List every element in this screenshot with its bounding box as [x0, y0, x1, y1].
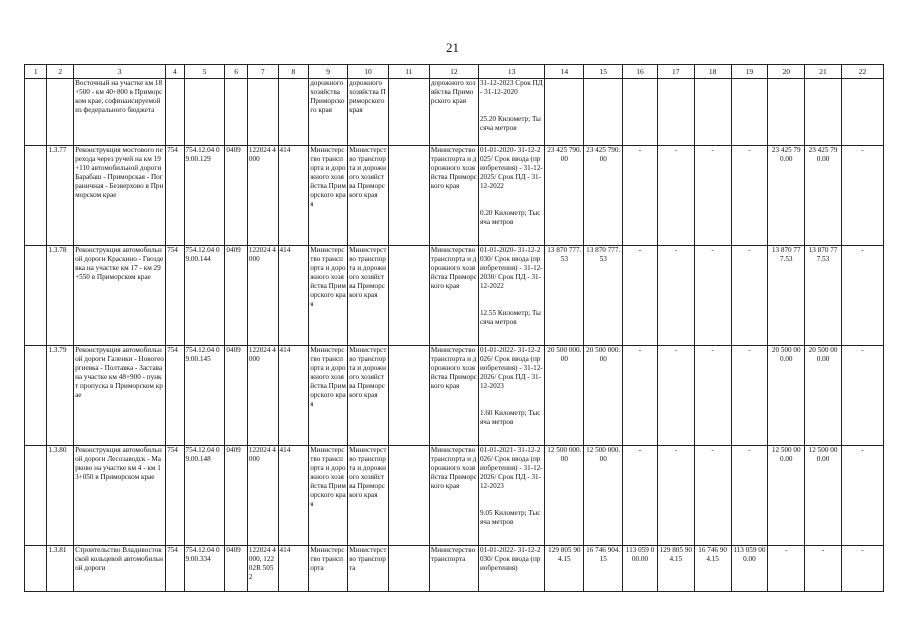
cell-expense-type: 414 [278, 246, 309, 346]
table-row [25, 346, 884, 446]
cell-customer: Министерство транспорта и дорожного хозяйства Приморского края [309, 246, 348, 346]
column-number: 8 [278, 65, 309, 79]
cell-amount-c18: - [694, 346, 731, 446]
cell-amount-c20: 13 870 777.53 [768, 246, 805, 346]
cell-amount-c20: - [768, 546, 805, 592]
cell-col1 [25, 246, 47, 346]
capacity-text: 25.20 Километр; Тысяча метров [479, 115, 541, 132]
capacity-text: 9.05 Километр; Тысяча метров [479, 509, 541, 526]
column-number: 2 [47, 65, 74, 79]
cell-amount-c19: - [731, 146, 768, 246]
cell-target-article: 122024 4000 [247, 446, 278, 546]
cell-amount-c14: 23 425 790.00 [545, 146, 584, 246]
cell-amount-c19: - [731, 346, 768, 446]
cell-amount-c15: 13 870 777.53 [584, 246, 623, 346]
cell-amount-c16: - [623, 146, 658, 246]
column-number: 14 [545, 65, 584, 79]
cell-target-article: 122024 4000 [247, 246, 278, 346]
cell-col11 [388, 446, 429, 546]
column-number: 18 [694, 65, 731, 79]
cell-col11 [388, 79, 429, 146]
cell-col1 [25, 79, 47, 146]
cell-section-code: 0409 [225, 546, 247, 592]
cell-developer: Министерство транспорта [348, 546, 389, 592]
column-number: 11 [388, 65, 429, 79]
cell-section-code: 0409 [225, 246, 247, 346]
cell-amount-c20 [768, 79, 805, 146]
cell-expense-type: 414 [278, 446, 309, 546]
cell-amount-c20: 20 500 000.00 [768, 346, 805, 446]
cell-amount-c22: - [841, 346, 883, 446]
cell-expense-type: 414 [278, 546, 309, 592]
cell-amount-c17: - [657, 146, 694, 246]
cell-amount-c17: 129 805 904.15 [657, 546, 694, 592]
cell-recipient: дорожного хозяйства Приморского края [429, 79, 478, 146]
cell-amount-c15: 12 500 000.00 [584, 446, 623, 546]
cell-amount-c19: - [731, 246, 768, 346]
cell-amount-c14: 129 805 904.15 [545, 546, 584, 592]
cell-amount-c15: 16 746 904.15 [584, 546, 623, 592]
cell-section-code: 0409 [225, 446, 247, 546]
cell-amount-c14: 13 870 777.53 [545, 246, 584, 346]
cell-amount-c16: 113 059 000.00 [623, 546, 658, 592]
cell-customer: Министерство транспорта [309, 546, 348, 592]
cell-amount-c14: 20 500 000.00 [545, 346, 584, 446]
column-number-row [25, 65, 884, 79]
cell-object-code: 754.12.04 09.00.148 [184, 446, 225, 546]
cell-object-name: Реконструкция автомобильной дороги Лесозаводск - Марково на участке км 4 - км 13+050 в Приморском крае [74, 446, 166, 546]
cell-recipient: Министерство транспорта и дорожного хозяйства Приморского края [429, 446, 478, 546]
column-number: 1 [25, 65, 47, 79]
cell-ministry-code: 754 [166, 546, 184, 592]
period-text: 01-01-2020- 31-12-2025/ Срок ввода (приобретения) - 31-12-2025/ Срок ПД - 31-12-2022 [479, 146, 543, 190]
column-number: 3 [74, 65, 166, 79]
period-text: 31-12-2023 Срок ПД - 31-12-2020 [479, 79, 543, 96]
cell-col11 [388, 546, 429, 592]
cell-amount-c20: 23 425 790.00 [768, 146, 805, 246]
cell-item-number: 1.3.81 [47, 546, 74, 592]
cell-amount-c21: 23 425 790.00 [805, 146, 842, 246]
cell-target-article: 122024 4000 [247, 146, 278, 246]
cell-col11 [388, 146, 429, 246]
cell-amount-c21: 13 870 777.53 [805, 246, 842, 346]
cell-amount-c15: 23 425 790.00 [584, 146, 623, 246]
column-number: 5 [184, 65, 225, 79]
column-number: 22 [841, 65, 883, 79]
cell-period-capacity [478, 446, 544, 546]
column-number: 19 [731, 65, 768, 79]
cell-amount-c16: - [623, 446, 658, 546]
cell-amount-c22: - [841, 146, 883, 246]
cell-customer: Министерство транспорта и дорожного хозяйства Приморского края [309, 346, 348, 446]
cell-period-capacity [478, 79, 544, 146]
cell-object-code: 754.12.04 09.00.145 [184, 346, 225, 446]
cell-section-code: 0409 [225, 346, 247, 446]
cell-ministry-code: 754 [166, 446, 184, 546]
cell-developer: Министерство транспорта и дорожного хозяйства Приморского края [348, 346, 389, 446]
cell-item-number: 1.3.79 [47, 346, 74, 446]
column-number: 12 [429, 65, 478, 79]
capacity-text: 12.55 Километр; Тысяча метров [479, 309, 541, 326]
column-number: 20 [768, 65, 805, 79]
cell-developer: Министерство транспорта и дорожного хозяйства Приморского края [348, 246, 389, 346]
cell-col11 [388, 246, 429, 346]
cell-amount-c18: - [694, 446, 731, 546]
cell-amount-c18: - [694, 246, 731, 346]
cell-col1 [25, 546, 47, 592]
cell-target-article [247, 79, 278, 146]
column-number: 4 [166, 65, 184, 79]
cell-amount-c20: 12 500 000.00 [768, 446, 805, 546]
cell-period-capacity [478, 146, 544, 246]
column-number: 6 [225, 65, 247, 79]
cell-amount-c19: 113 059 000.00 [731, 546, 768, 592]
cell-object-code: 754.12.04 09.00.334 [184, 546, 225, 592]
capacity-text: 0.20 Километр; Тысяча метров [479, 209, 541, 226]
cell-amount-c19: - [731, 446, 768, 546]
cell-ministry-code: 754 [166, 346, 184, 446]
cell-amount-c22: - [841, 546, 883, 592]
cell-object-name: Восточный на участке км 18+500 - км 40+800 в Приморском крае, софинансируемой из федерального бюджета [74, 79, 166, 146]
cell-ministry-code [166, 79, 184, 146]
cell-amount-c17: - [657, 246, 694, 346]
cell-expense-type: 414 [278, 146, 309, 246]
cell-amount-c22: - [841, 446, 883, 546]
budget-table [24, 64, 884, 592]
cell-amount-c16: - [623, 246, 658, 346]
cell-item-number: 1.3.80 [47, 446, 74, 546]
column-number: 15 [584, 65, 623, 79]
cell-object-name: Строительство Владивостокской кольцевой автомобильной дороги [74, 546, 166, 592]
column-number: 9 [309, 65, 348, 79]
cell-col1 [25, 446, 47, 546]
cell-developer: Министерство транспорта и дорожного хозяйства Приморского края [348, 146, 389, 246]
cell-item-number [47, 79, 74, 146]
cell-customer: Министерство транспорта и дорожного хозяйства Приморского края [309, 146, 348, 246]
cell-amount-c21: 12 500 000.00 [805, 446, 842, 546]
period-text: 01-01-2021- 31-12-2026/ Срок ввода (приобретения) - 31-12-2026/ Срок ПД - 31-12-2023 [479, 446, 543, 490]
table-row [25, 146, 884, 246]
cell-amount-c18: - [694, 146, 731, 246]
cell-amount-c17: - [657, 346, 694, 446]
cell-customer: Министерство транспорта и дорожного хозяйства Приморского края [309, 446, 348, 546]
cell-amount-c21 [805, 79, 842, 146]
column-number: 21 [805, 65, 842, 79]
cell-amount-c14 [545, 79, 584, 146]
cell-customer: дорожного хозяйства Приморского края [309, 79, 348, 146]
cell-amount-c22: - [841, 246, 883, 346]
cell-object-name: Реконструкция автомобильной дороги Галенки - Новогеоргиевка - Полтавка - Застава на участке км 48+900 - пункт пропуска в Приморском крае [74, 346, 166, 446]
cell-period-capacity [478, 246, 544, 346]
cell-amount-c18 [694, 79, 731, 146]
column-number: 13 [478, 65, 544, 79]
cell-amount-c14: 12 500 000.00 [545, 446, 584, 546]
cell-col11 [388, 346, 429, 446]
table-row [25, 246, 884, 346]
cell-amount-c16: - [623, 346, 658, 446]
period-text: 01-01-2022- 31-12-2026/ Срок ввода (приобретения) - 31-12-2026/ Срок ПД - 31-12-2023 [479, 346, 543, 390]
period-text: 01-01-2022- 31-12-2030/ Срок ввода (приобретения) [479, 546, 541, 572]
cell-object-code: 754.12.04 09.00.144 [184, 246, 225, 346]
cell-object-code [184, 79, 225, 146]
table-row [25, 79, 884, 146]
column-number: 16 [623, 65, 658, 79]
cell-col1 [25, 346, 47, 446]
cell-object-code: 754.12.04 09.00.129 [184, 146, 225, 246]
capacity-text: 1.60 Километр; Тысяча метров [479, 409, 541, 426]
cell-recipient: Министерство транспорта и дорожного хозяйства Приморского края [429, 346, 478, 446]
cell-amount-c17: - [657, 446, 694, 546]
cell-target-article: 122024 4000 [247, 346, 278, 446]
cell-col1 [25, 146, 47, 246]
cell-item-number: 1.3.77 [47, 146, 74, 246]
cell-amount-c18: 16 746 904.15 [694, 546, 731, 592]
cell-object-name: Реконструкция мостового перехода через ручей на км 19+110 автомобильной дороги Барабаш - Приморская - Пограничная - Безверхово в Приморском крае [74, 146, 166, 246]
cell-period-capacity [478, 546, 544, 592]
cell-recipient: Министерство транспорта и дорожного хозяйства Приморского края [429, 146, 478, 246]
cell-amount-c15 [584, 79, 623, 146]
column-number: 10 [348, 65, 389, 79]
cell-ministry-code: 754 [166, 246, 184, 346]
cell-amount-c17 [657, 79, 694, 146]
cell-target-article: 122024 4000, 12202R 5052 [247, 546, 278, 592]
cell-object-name: Реконструкция автомобильной дороги Краскино - Гвоздевка на участке км 17 - км 29+550 в Приморском крае [74, 246, 166, 346]
cell-item-number: 1.3.78 [47, 246, 74, 346]
cell-amount-c22 [841, 79, 883, 146]
cell-amount-c15: 20 500 000.00 [584, 346, 623, 446]
cell-amount-c21: - [805, 546, 842, 592]
column-number: 7 [247, 65, 278, 79]
cell-expense-type [278, 79, 309, 146]
cell-recipient: Министерство транспорта [429, 546, 478, 592]
cell-expense-type: 414 [278, 346, 309, 446]
cell-section-code [225, 79, 247, 146]
cell-developer: Министерство транспорта и дорожного хозяйства Приморского края [348, 446, 389, 546]
cell-section-code: 0409 [225, 146, 247, 246]
cell-amount-c16 [623, 79, 658, 146]
period-text: 01-01-2020- 31-12-2030/ Срок ввода (приобретения) - 31-12-2030/ Срок ПД - 31-12-2022 [479, 246, 543, 290]
column-number: 17 [657, 65, 694, 79]
table-row [25, 446, 884, 546]
page-number: 21 [446, 40, 459, 55]
cell-recipient: Министерство транспорта и дорожного хозяйства Приморского края [429, 246, 478, 346]
cell-amount-c19 [731, 79, 768, 146]
cell-period-capacity [478, 346, 544, 446]
table-row [25, 546, 884, 592]
cell-ministry-code: 754 [166, 146, 184, 246]
cell-amount-c21: 20 500 000.00 [805, 346, 842, 446]
cell-developer: дорожного хозяйства Приморского края [348, 79, 389, 146]
